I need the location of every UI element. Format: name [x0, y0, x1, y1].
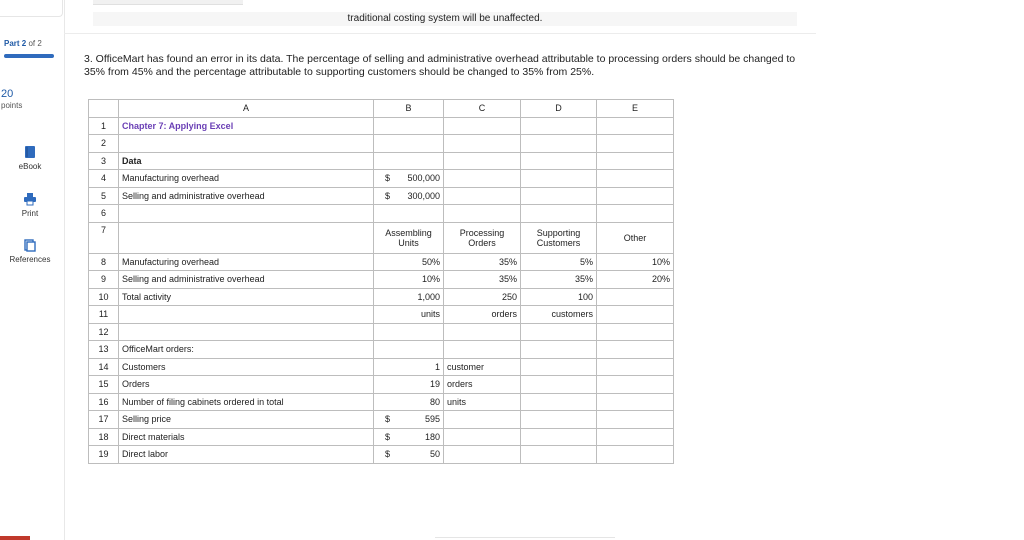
- sheet-title: Chapter 7: Applying Excel: [119, 117, 374, 135]
- row-number: 17: [89, 411, 119, 429]
- cell: [444, 205, 521, 223]
- cell: [521, 341, 597, 359]
- divider: [435, 537, 615, 538]
- table-row: [89, 341, 674, 359]
- row-number: 14: [89, 358, 119, 376]
- cell: [374, 117, 444, 135]
- table-row: [89, 271, 674, 289]
- left-sidebar: [0, 0, 65, 540]
- row-label: Manufacturing overhead: [119, 253, 374, 271]
- cell: [521, 187, 597, 205]
- cell-value[interactable]: 5%: [521, 253, 597, 271]
- table-row: [89, 323, 674, 341]
- table-row: [89, 117, 674, 135]
- cell: [597, 306, 674, 324]
- row-number: 18: [89, 428, 119, 446]
- cell: [521, 205, 597, 223]
- cell: [444, 411, 521, 429]
- table-row: [89, 222, 674, 253]
- table-row: [89, 135, 674, 153]
- cell-unit: units: [444, 393, 521, 411]
- cell: [597, 446, 674, 464]
- cell: [521, 428, 597, 446]
- currency-cell: $ 500,000: [374, 170, 444, 188]
- book-icon: [23, 145, 37, 159]
- row-label: Selling price: [119, 411, 374, 429]
- continued-text: traditional costing system will be unaffected.: [347, 13, 543, 24]
- row-number: 4: [89, 170, 119, 188]
- row-number: 13: [89, 341, 119, 359]
- row-label: Manufacturing overhead: [119, 170, 374, 188]
- cell: [597, 358, 674, 376]
- cell: [444, 135, 521, 153]
- corner-cell: [89, 100, 119, 118]
- row-number: 2: [89, 135, 119, 153]
- table-row: [89, 152, 674, 170]
- cell-value[interactable]: 35%: [444, 253, 521, 271]
- references-icon: [23, 238, 37, 252]
- cell: [444, 323, 521, 341]
- cell: [521, 170, 597, 188]
- column-header-e: E: [597, 100, 674, 118]
- table-row: [89, 411, 674, 429]
- cell: [444, 341, 521, 359]
- row-number: 11: [89, 306, 119, 324]
- row-label: Number of filing cabinets ordered in total: [119, 393, 374, 411]
- row-number: 5: [89, 187, 119, 205]
- cell-unit: orders: [444, 376, 521, 394]
- table-row: [89, 187, 674, 205]
- cell: [521, 152, 597, 170]
- row-label: Direct materials: [119, 428, 374, 446]
- row-label: Total activity: [119, 288, 374, 306]
- cell-value[interactable]: 100: [521, 288, 597, 306]
- cell: [374, 205, 444, 223]
- table-row: [89, 393, 674, 411]
- top-scroll-tab: [93, 0, 243, 5]
- currency-cell[interactable]: $ 180: [374, 428, 444, 446]
- row-number: 8: [89, 253, 119, 271]
- row-number: 1: [89, 117, 119, 135]
- cell: [119, 135, 374, 153]
- cell: [444, 428, 521, 446]
- row-number: 9: [89, 271, 119, 289]
- cell-unit: orders: [444, 306, 521, 324]
- table-row: [89, 446, 674, 464]
- print-button[interactable]: Print: [0, 192, 60, 234]
- part-progress-bar: [4, 54, 54, 58]
- row-number: 3: [89, 152, 119, 170]
- row-label: Selling and administrative overhead: [119, 271, 374, 289]
- cell: [597, 205, 674, 223]
- cell-unit: customers: [521, 306, 597, 324]
- row-number: 6: [89, 205, 119, 223]
- table-row: [89, 205, 674, 223]
- cell: [521, 376, 597, 394]
- cell: [374, 323, 444, 341]
- table-row: [89, 428, 674, 446]
- cell-value[interactable]: 19: [374, 376, 444, 394]
- column-header-d: D: [521, 100, 597, 118]
- cell: [521, 393, 597, 411]
- cell-value[interactable]: 1,000: [374, 288, 444, 306]
- cell: [521, 135, 597, 153]
- row-number: 12: [89, 323, 119, 341]
- header-processing-orders: Processing Orders: [444, 222, 521, 253]
- part-indicator: Part 2 of 2: [4, 39, 42, 48]
- row-number: 10: [89, 288, 119, 306]
- column-header-a: A: [119, 100, 374, 118]
- cell: [521, 411, 597, 429]
- cell-value[interactable]: 35%: [444, 271, 521, 289]
- table-row: [89, 376, 674, 394]
- row-number: 16: [89, 393, 119, 411]
- header-supporting-customers: Supporting Customers: [521, 222, 597, 253]
- cell-value[interactable]: 80: [374, 393, 444, 411]
- references-button[interactable]: References: [0, 238, 60, 280]
- cell: [119, 306, 374, 324]
- cell-value[interactable]: 20%: [597, 271, 674, 289]
- currency-cell: $ 300,000: [374, 187, 444, 205]
- column-header-c: C: [444, 100, 521, 118]
- cell: [597, 376, 674, 394]
- cell: [444, 152, 521, 170]
- cell: [597, 187, 674, 205]
- cell-value[interactable]: 250: [444, 288, 521, 306]
- cell: [597, 117, 674, 135]
- cell: [597, 288, 674, 306]
- table-row: [89, 358, 674, 376]
- cell: [521, 323, 597, 341]
- sidebar-top-tab[interactable]: [0, 0, 63, 17]
- divider: [64, 33, 816, 34]
- cell: [597, 411, 674, 429]
- status-marker: [0, 536, 30, 540]
- cell: [597, 135, 674, 153]
- cell: [374, 341, 444, 359]
- cell: [521, 446, 597, 464]
- row-number: 7: [89, 222, 119, 253]
- excel-spreadsheet: [88, 99, 674, 464]
- cell: [119, 205, 374, 223]
- header-assembling-units: Assembling Units: [374, 222, 444, 253]
- cell-value[interactable]: 50%: [374, 253, 444, 271]
- row-number: 15: [89, 376, 119, 394]
- row-label: Orders: [119, 376, 374, 394]
- cell: [521, 117, 597, 135]
- cell: [374, 152, 444, 170]
- table-row: [89, 306, 674, 324]
- cell: [444, 446, 521, 464]
- cell: [374, 135, 444, 153]
- ebook-button[interactable]: eBook: [0, 145, 60, 187]
- data-section-heading: Data: [119, 152, 374, 170]
- table-row: [89, 288, 674, 306]
- header-other: Other: [597, 222, 674, 253]
- cell-value[interactable]: 10%: [597, 253, 674, 271]
- table-row: [89, 253, 674, 271]
- cell: [597, 323, 674, 341]
- row-label: Customers: [119, 358, 374, 376]
- cell-value[interactable]: 10%: [374, 271, 444, 289]
- row-label: OfficeMart orders:: [119, 341, 374, 359]
- cell: [597, 341, 674, 359]
- cell-value[interactable]: 1: [374, 358, 444, 376]
- cell: [597, 393, 674, 411]
- cell: [521, 358, 597, 376]
- cell-unit: customer: [444, 358, 521, 376]
- currency-cell[interactable]: $ 50: [374, 446, 444, 464]
- cell-unit: units: [374, 306, 444, 324]
- cell: [444, 117, 521, 135]
- cell: [444, 170, 521, 188]
- column-header-b: B: [374, 100, 444, 118]
- cell: [119, 323, 374, 341]
- points-label: points: [1, 101, 23, 110]
- row-label: Selling and administrative overhead: [119, 187, 374, 205]
- points-value: 20: [1, 88, 14, 100]
- cell-value[interactable]: 35%: [521, 271, 597, 289]
- column-header-row: [89, 100, 674, 118]
- cell: [597, 428, 674, 446]
- row-label: Direct labor: [119, 446, 374, 464]
- cell: [119, 222, 374, 253]
- table-row: [89, 170, 674, 188]
- question-text: 3. OfficeMart has found an error in its data. The percentage of selling and administrative overhead attributable to processing orders should be changed to 35% from 45% and the percentage attributable to supporting customers should be changed to 35% from 25%.: [84, 53, 796, 78]
- printer-icon: [23, 192, 37, 206]
- currency-cell[interactable]: $ 595: [374, 411, 444, 429]
- cell: [597, 152, 674, 170]
- cell: [444, 187, 521, 205]
- row-number: 19: [89, 446, 119, 464]
- cell: [597, 170, 674, 188]
